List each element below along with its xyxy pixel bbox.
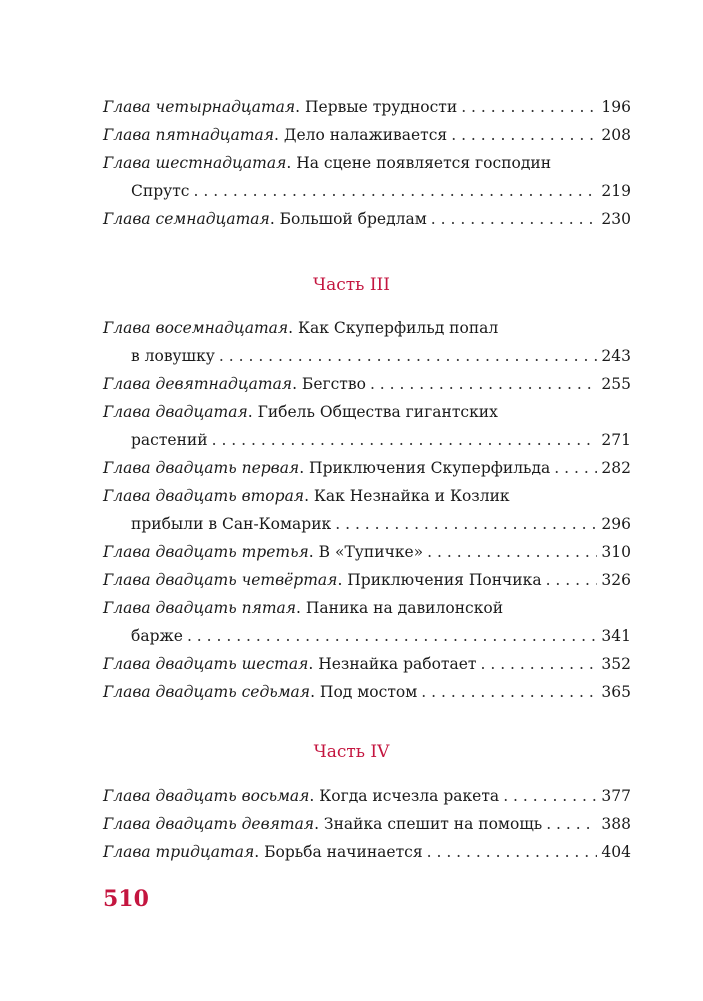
dot-leader: [451, 121, 597, 149]
chapter-title: . Как Незнайка и Козлик: [304, 487, 510, 505]
dot-leader: [219, 342, 598, 370]
dot-leader: [427, 838, 598, 866]
chapter-title: . Дело налаживается: [274, 126, 448, 144]
toc-entry-line: [103, 398, 631, 426]
dot-leader: [554, 454, 597, 482]
toc-entry-line: [103, 205, 631, 233]
chapter-label: Глава девятнадцатая: [103, 375, 293, 393]
chapter-title: . Приключения Скуперфильда: [299, 459, 551, 477]
toc-entry-line: [103, 622, 631, 650]
dot-leader: [431, 205, 598, 233]
page-ref: 326: [601, 571, 631, 589]
page-ref: 196: [601, 98, 631, 116]
chapter-title: Спрутс: [131, 182, 190, 200]
chapter-title: . Гибель Общества гигантских: [247, 403, 498, 421]
toc-entry: [103, 149, 631, 205]
toc-entry-line: [103, 566, 631, 594]
toc-entry-line: [103, 678, 631, 706]
chapter-label: Глава двадцать пятая: [103, 599, 297, 617]
toc-entry: [103, 370, 631, 398]
chapter-label: Глава двадцать третья: [103, 543, 309, 561]
chapter-label: Глава пятнадцатая: [103, 126, 275, 144]
part-title: Часть IV: [313, 742, 390, 762]
page-ref: 341: [601, 627, 631, 645]
page-ref: 271: [601, 431, 631, 449]
chapter-label: Глава двадцать вторая: [103, 487, 305, 505]
page-ref: 255: [601, 375, 631, 393]
chapter-label: Глава тридцатая: [103, 843, 255, 861]
chapter-title: . В «Тупичке»: [308, 543, 424, 561]
toc-entry: [103, 594, 631, 650]
chapter-title: растений: [131, 431, 208, 449]
chapter-label: Глава двадцать девятая: [103, 815, 315, 833]
toc-entry: [103, 93, 631, 121]
chapter-label: Глава двадцать четвёртая: [103, 571, 338, 589]
toc-entry: [103, 650, 631, 678]
toc-entry-line: [103, 810, 631, 838]
chapter-title: . Первые трудности: [295, 98, 458, 116]
page-ref: 388: [601, 815, 631, 833]
toc-section: [103, 93, 631, 233]
page-ref: 365: [601, 683, 631, 701]
toc-section: [103, 782, 631, 866]
toc-entry-line: [103, 426, 631, 454]
toc-entry-line: [103, 482, 631, 510]
page-ref: 310: [601, 543, 631, 561]
chapter-label: Глава двадцать первая: [103, 459, 300, 477]
dot-leader: [427, 538, 597, 566]
page-ref: 282: [601, 459, 631, 477]
toc-entry: [103, 782, 631, 810]
chapter-title: в ловушку: [131, 347, 215, 365]
toc-entry: [103, 482, 631, 538]
chapter-label: Глава четырнадцатая: [103, 98, 296, 116]
toc-entry-line: [103, 342, 631, 370]
chapter-label: Глава семнадцатая: [103, 210, 270, 228]
dot-leader: [370, 370, 597, 398]
dot-leader: [335, 510, 597, 538]
chapter-title: барже: [131, 627, 183, 645]
chapter-title: . На сцене появляется господин: [286, 154, 552, 172]
chapter-title: . Как Скуперфильд попал: [288, 319, 499, 337]
dot-leader: [481, 650, 598, 678]
toc-entry: [103, 314, 631, 370]
toc-entry-line: [103, 149, 631, 177]
dot-leader: [546, 566, 598, 594]
chapter-title: . Когда исчезла ракета: [309, 787, 500, 805]
page-ref: 296: [601, 515, 631, 533]
toc-entry: [103, 810, 631, 838]
page-ref: 219: [601, 182, 631, 200]
toc-entry: [103, 566, 631, 594]
toc-entry: [103, 538, 631, 566]
toc-entry: [103, 838, 631, 866]
dot-leader: [187, 622, 597, 650]
chapter-title: . Бегство: [292, 375, 366, 393]
toc-entry-line: [103, 838, 631, 866]
chapter-label: Глава двадцать седьмая: [103, 683, 311, 701]
toc-entry-line: [103, 454, 631, 482]
toc-entry-line: [103, 121, 631, 149]
dot-leader: [461, 93, 597, 121]
toc-entry-line: [103, 538, 631, 566]
chapter-title: прибыли в Сан-Комарик: [131, 515, 332, 533]
toc-entry-line: [103, 93, 631, 121]
toc-entry-line: [103, 314, 631, 342]
toc-entry-line: [103, 782, 631, 810]
chapter-title: . Паника на давилонской: [296, 599, 504, 617]
toc-entry: [103, 121, 631, 149]
page-ref: 230: [601, 210, 631, 228]
toc-entry-line: [103, 177, 631, 205]
page-ref: 243: [601, 347, 631, 365]
page-ref: 208: [601, 126, 631, 144]
chapter-label: Глава восемнадцатая: [103, 319, 289, 337]
chapter-label: Глава двадцатая: [103, 403, 248, 421]
chapter-label: Глава шестнадцатая: [103, 154, 287, 172]
page-ref: 377: [601, 787, 631, 805]
chapter-title: . Борьба начинается: [254, 843, 423, 861]
chapter-title: . Под мостом: [310, 683, 418, 701]
toc-entry: [103, 205, 631, 233]
dot-leader: [212, 426, 598, 454]
chapter-label: Глава двадцать восьмая: [103, 787, 310, 805]
toc-entry: [103, 678, 631, 706]
toc-entry-line: [103, 510, 631, 538]
dot-leader: [503, 782, 597, 810]
toc-entry-line: [103, 650, 631, 678]
dot-leader: [546, 810, 597, 838]
page-ref: 404: [601, 843, 631, 861]
toc-section: [103, 314, 631, 706]
part-title: Часть III: [312, 275, 390, 295]
dot-leader: [194, 177, 598, 205]
page-number: 510: [103, 886, 149, 912]
dot-leader: [421, 678, 597, 706]
page-ref: 352: [601, 655, 631, 673]
toc-entry: [103, 454, 631, 482]
toc-entry-line: [103, 594, 631, 622]
chapter-title: . Знайка спешит на помощь: [314, 815, 543, 833]
toc-entry: [103, 398, 631, 454]
toc-entry-line: [103, 370, 631, 398]
chapter-title: . Незнайка работает: [308, 655, 477, 673]
chapter-label: Глава двадцать шестая: [103, 655, 309, 673]
chapter-title: . Приключения Пончика: [337, 571, 542, 589]
chapter-title: . Большой бредлам: [269, 210, 427, 228]
